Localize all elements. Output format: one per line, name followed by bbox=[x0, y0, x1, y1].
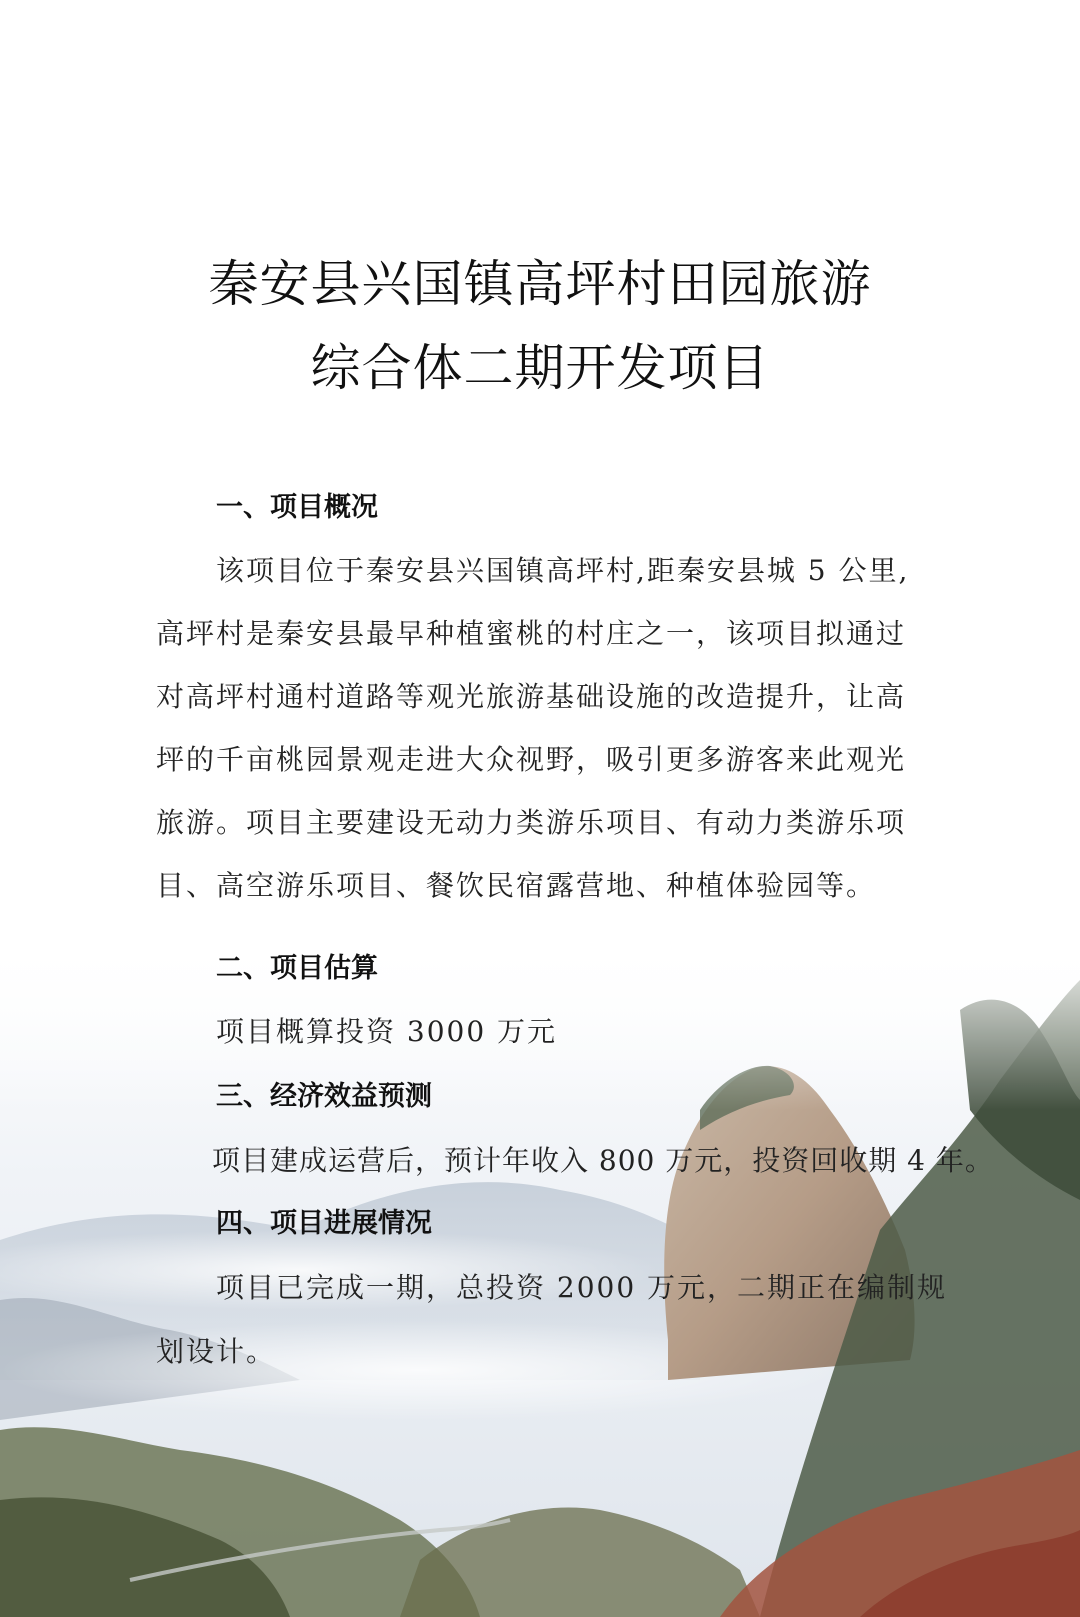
paragraph-line: 对高坪村通村道路等观光旅游基础设施的改造提升，让高 bbox=[156, 680, 907, 713]
paragraph-line: 项目已完成一期，总投资 2000 万元，二期正在编制规 bbox=[216, 1271, 948, 1304]
paragraph-line: 项目概算投资 3000 万元 bbox=[216, 1015, 558, 1048]
paragraph-line: 划设计。 bbox=[156, 1335, 277, 1368]
section-heading-estimate: 二、项目估算 bbox=[216, 953, 378, 984]
document-title-line-1: 秦安县兴国镇高坪村田园旅游 bbox=[208, 255, 872, 313]
paragraph-line: 目、高空游乐项目、餐饮民宿露营地、种植体验园等。 bbox=[156, 869, 877, 902]
paragraph-line: 坪的千亩桃园景观走进大众视野，吸引更多游客来此观光 bbox=[156, 743, 907, 776]
section-heading-economic-benefit: 三、经济效益预测 bbox=[216, 1081, 432, 1112]
section-heading-overview: 一、项目概况 bbox=[216, 492, 378, 523]
paragraph-line: 该项目位于秦安县兴国镇高坪村,距秦安县城 5 公里, bbox=[216, 554, 910, 587]
paragraph-line: 高坪村是秦安县最早种植蜜桃的村庄之一，该项目拟通过 bbox=[156, 617, 907, 650]
section-heading-progress: 四、项目进展情况 bbox=[216, 1208, 432, 1239]
document-title-line-2: 综合体二期开发项目 bbox=[310, 339, 770, 397]
paragraph-line: 项目建成运营后，预计年收入 800 万元，投资回收期 4 年。 bbox=[212, 1144, 994, 1177]
paragraph-line: 旅游。项目主要建设无动力类游乐项目、有动力类游乐项 bbox=[156, 806, 907, 839]
